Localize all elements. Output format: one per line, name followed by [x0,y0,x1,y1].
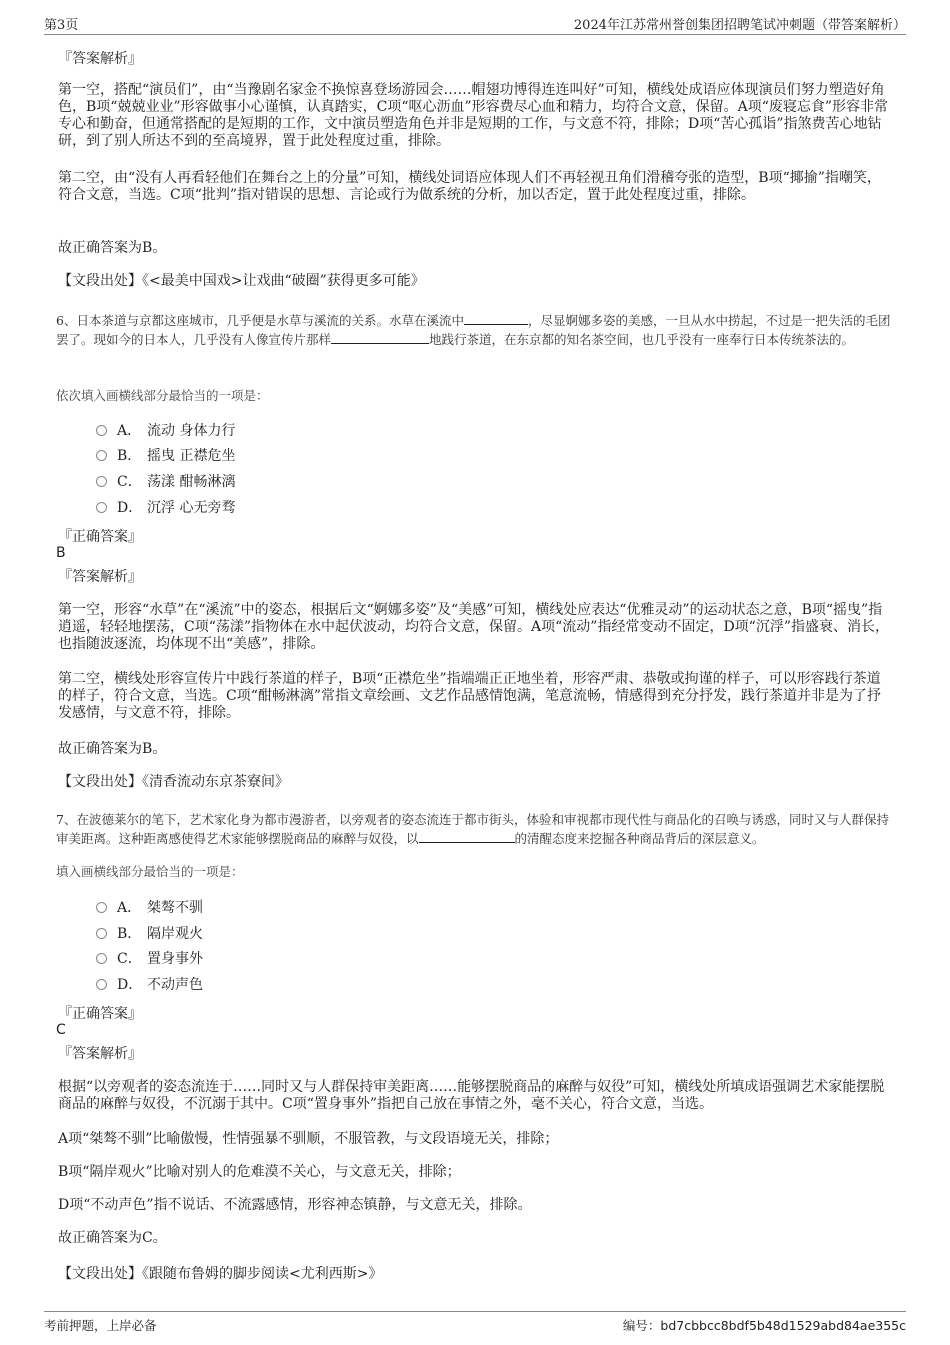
radio-icon[interactable] [96,425,107,436]
fill-blank [419,830,515,843]
fill-blank [331,331,429,344]
radio-icon[interactable] [96,476,107,487]
analysis-paragraph: 第二空，横线处形容宣传片中践行茶道的样子，B项“正襟危坐”指端端正正地坐着，形容严肃、恭敬或拘谨的样子，可以形容践行茶道的样子，符合文意，当选。C项“酣畅淋漓”常指文章绘画、文艺作品感情饱满，笔意流畅，情感得到充分抒发，践行茶道并非是为了抒发感情，与文意不符，排除。 [58,671,882,721]
radio-icon[interactable] [96,450,107,461]
source-citation: 【文段出处】《<最美中国戏>让戏曲“破圈”获得更多可能》 [58,273,425,289]
option-a[interactable]: A． 桀骜不驯 [96,897,203,917]
radio-icon[interactable] [96,928,107,939]
radio-icon[interactable] [96,902,107,913]
question-6-stem: 6、日本茶道与京都这座城市，几乎便是水草与溪流的关系。水草在溪流中 ，尽显婀娜多姿的美感，一旦从水中捞起，不过是一把失活的毛团罢了。现如今的日本人，几乎没有人像宣传片那样 地践行茶道，在东京都的知名茶空间，也几乎没有一座奉行日本传统茶法的。 [56,313,891,347]
analysis-paragraph: A项“桀骜不驯”比喻傲慢，性情强暴不驯顺，不服管教，与文段语境无关，排除； [58,1131,559,1147]
correct-answer: B [56,545,66,561]
radio-icon[interactable] [96,502,107,513]
question-instruction: 依次填入画横线部分最恰当的一项是： [56,388,269,403]
analysis-paragraph: 第一空，搭配“演员们”，由“当豫剧名家金不换惊喜登场游园会……帽翅功博得连连叫好”可知，横线处成语应体现演员们努力塑造好角色，B项“兢兢业业”形容做事小心谨慎，认真踏实，C项“呕心沥血”形容费尽心血和精力，均符合文意，保留。A项“废寝忘食”形容非常专心和勤奋，但通常搭配的是短期的工作，文中演员塑造角色并非是短期的工作，与文意不符，排除；D项“苦心孤诣”指煞费苦心地钻研，到了别人所达不到的至高境界，置于此处程度过重，排除。 [58,82,889,149]
conclusion: 故正确答案为B。 [58,741,167,757]
question-instruction: 填入画横线部分最恰当的一项是： [56,864,244,879]
source-citation: 【文段出处】《清香流动东京茶寮间》 [58,774,289,790]
document-code: 编号：bd7cbbcc8bdf5b48d1529abd84ae355c [622,1318,906,1333]
correct-answer: C [56,1022,66,1038]
analysis-paragraph: B项“隔岸观火”比喻对别人的危难漠不关心，与文意无关，排除； [58,1164,461,1180]
conclusion: 故正确答案为B。 [58,240,167,256]
document-title: 2024年江苏常州誉创集团招聘笔试冲刺题（带答案解析） [573,18,906,33]
page-footer [44,1311,906,1334]
radio-icon[interactable] [96,979,107,990]
analysis-label: 『答案解析』 [58,1046,142,1062]
conclusion: 故正确答案为C。 [58,1230,167,1246]
page-number: 第3页 [44,18,79,33]
correct-answer-label: 『正确答案』 [58,529,142,545]
radio-icon[interactable] [96,953,107,964]
analysis-label: 『答案解析』 [58,569,142,585]
analysis-paragraph: D项“不动声色”指不说话、不流露感情，形容神态镇静，与文意无关，排除。 [58,1197,532,1213]
option-c[interactable]: C． 置身事外 [96,948,203,968]
fill-blank [464,312,528,325]
option-a[interactable]: A． 流动 身体力行 [96,420,235,440]
analysis-paragraph: 第二空，由“没有人再看轻他们在舞台之上的分量”可知，横线处词语应体现人们不再轻视丑角们滑稽夸张的造型，B项“揶揄”指嘲笑，符合文意，当选。C项“批判”指对错误的思想、言论或行为做系统的分析，加以否定，置于此处程度过重，排除。 [58,170,881,203]
option-c[interactable]: C． 荡漾 酣畅淋漓 [96,471,235,491]
footer-slogan: 考前押题，上岸必备 [44,1318,157,1333]
analysis-paragraph: 根据“以旁观者的姿态流连于……同时又与人群保持审美距离……能够摆脱商品的麻醉与奴役”可知，横线处所填成语强调艺术家能摆脱商品的麻醉与奴役，不沉溺于其中。C项“置身事外”指把自己放在事情之外，毫不关心，符合文意，当选。 [58,1079,885,1112]
option-d[interactable]: D． 不动声色 [96,974,203,994]
analysis-paragraph: 第一空，形容“水草”在“溪流”中的姿态，根据后文“婀娜多姿”及“美感”可知，横线处应表达“优雅灵动”的运动状态之意，B项“摇曳”指逍遥，轻轻地摆荡，C项“荡漾”指物体在水中起伏波动，均符合文意，保留。A项“流动”指经常变动不固定，D项“沉浮”指盛衰、消长，也指随波逐流，均体现不出“美感”，排除。 [58,602,889,652]
option-b[interactable]: B． 隔岸观火 [96,923,203,943]
option-d[interactable]: D． 沉浮 心无旁骛 [96,497,235,517]
page-header [44,12,906,35]
correct-answer-label: 『正确答案』 [58,1006,142,1022]
source-citation: 【文段出处】《跟随布鲁姆的脚步阅读<尤利西斯>》 [58,1266,383,1282]
analysis-label: 『答案解析』 [58,51,142,67]
question-7-stem: 7、在波德莱尔的笔下，艺术家化身为都市漫游者，以旁观者的姿态流连于都市街头，体验和审视都市现代性与商品化的召唤与诱惑，同时又与人群保持审美距离。这种距离感使得艺术家能够摆脱商品的麻醉与奴役，以 的清醒态度来挖掘各种商品背后的深层意义。 [56,812,889,846]
option-b[interactable]: B． 摇曳 正襟危坐 [96,445,235,465]
